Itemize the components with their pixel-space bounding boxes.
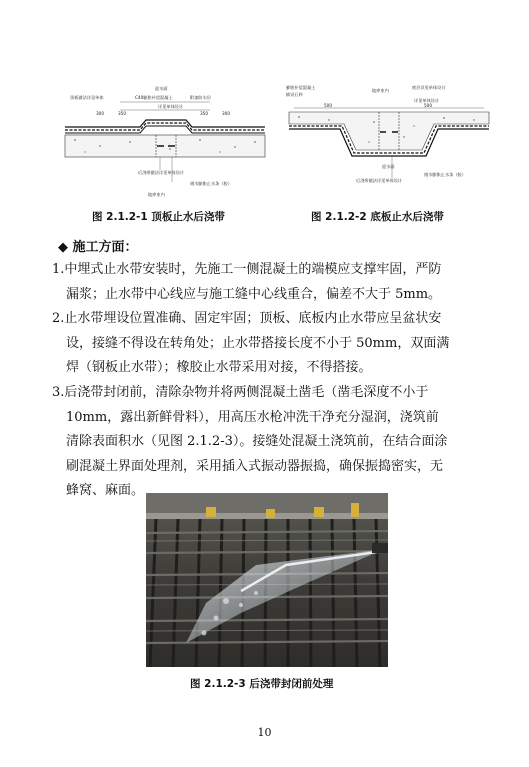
paragraph-line: 2.止水带埋设位置准确、固定牢固；顶板、底板内止水带应呈盆状安 <box>52 311 442 326</box>
fig2-label-7: 后浇带做法详见单体设计 <box>356 178 403 183</box>
fig2-label-4: 底层详见单体设计 <box>412 85 446 90</box>
fig1-label-2: C40膨胀补偿混凝土 <box>135 95 173 100</box>
photo-caption: 图 2.1.2-3 后浇带封闭前处理 <box>190 678 334 690</box>
paragraph-line: 3.后浇带封闭前，清除杂物并将两侧混凝土凿毛（凿毛深度不小于 <box>52 385 429 400</box>
section-title: ◆ 施工方面： <box>58 240 138 255</box>
paragraph-line: 蜂窝、麻面。 <box>66 483 145 498</box>
paragraph-line: 焊（钢板止水带）；橡胶止水带采用对接，不得搭接。 <box>66 360 372 375</box>
fig2-dim-1: 500 <box>324 103 332 108</box>
fig1-label-1: 顶板做法详见单体 <box>70 95 104 100</box>
page-number: 10 <box>257 726 272 739</box>
fig1-label-top: 迎水面 <box>155 86 168 91</box>
fig1-label-4: 详见单体设计 <box>158 104 184 109</box>
fig2-label-1: 膨胀补偿混凝土 <box>286 85 316 90</box>
fig2-label-6: 迎水面 <box>382 164 395 169</box>
fig2-label-3: 地库室内 <box>372 88 389 93</box>
paragraph-1 <box>52 258 472 307</box>
fig1-dim-1: 300 <box>96 111 104 116</box>
paragraph-line: 设，接缝不得设在转角处；止水带搭接长度不小于 50mm，双面满 <box>66 335 450 351</box>
figure-roof-slab-drawing <box>60 82 272 202</box>
paragraph-3 <box>52 381 472 504</box>
paragraph-line: 1.中埋式止水带安装时，先施工一侧混凝土的端模应支撑牢固，严防 <box>52 262 442 277</box>
paragraph-line: 刷混凝土界面处理剂，采用插入式振动器振捣，确保振捣密实，无 <box>66 458 444 474</box>
paragraph-line: 清除表面积水（见图 2.1.2-3）。接缝处混凝土浇筑前，在结合面涂 <box>66 434 448 449</box>
fig1-label-3: 附加防水层 <box>190 95 211 100</box>
fig1-label-7: 地库室内 <box>148 192 165 197</box>
site-photo <box>146 493 388 667</box>
figure-1-caption: 图 2.1.2-1 顶板止水后浇带 <box>92 211 225 223</box>
fig2-label-8: 遇水膨胀止水条（胶） <box>424 172 466 177</box>
figure-floor-slab-drawing <box>284 82 494 202</box>
fig2-label-2: 铺设石料 <box>286 92 303 97</box>
paragraph-line: 漏浆；止水带中心线应与施工缝中心线重合，偏差不大于 5mm。 <box>66 286 442 302</box>
fig1-dim-4: 300 <box>222 111 230 116</box>
fig1-dim-2: 350 <box>118 111 126 116</box>
paragraph-line: 10mm，露出新鲜骨料），用高压水枪冲洗干净充分湿润，浇筑前 <box>66 409 439 425</box>
fig1-label-5: 后浇带做法详见单体设计 <box>138 170 185 175</box>
fig2-dim-2: 500 <box>424 103 432 108</box>
fig1-label-6: 遇水膨胀止水条（胶） <box>190 181 232 186</box>
fig1-dim-3: 350 <box>200 111 208 116</box>
figure-2-caption: 图 2.1.2-2 底板止水后浇带 <box>311 211 444 223</box>
fig2-label-5: 详见单体设计 <box>414 98 440 103</box>
paragraph-2 <box>52 307 472 381</box>
